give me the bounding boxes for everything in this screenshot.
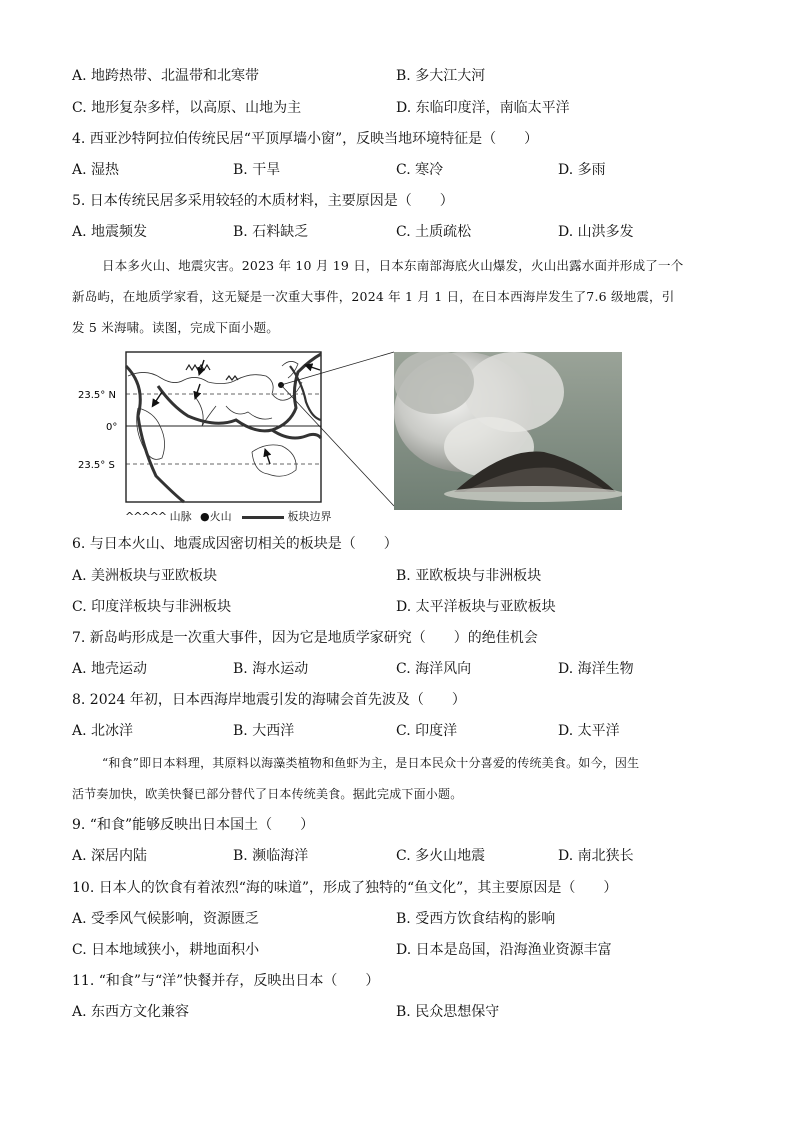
legend-mountain xyxy=(125,508,192,524)
lat-label-north: 23.5° N xyxy=(78,390,116,401)
q6-option-c: C. 印度洋板块与非洲板块 xyxy=(72,599,232,615)
q3-option-b: B. 多大江大河 xyxy=(396,68,486,84)
q11-option-b: B. 民众思想保守 xyxy=(396,1004,500,1020)
q8-option-b: B. 大西洋 xyxy=(233,723,295,739)
q9-option-a: A. 深居内陆 xyxy=(72,848,148,864)
q11-stem: 11. “和食”与“洋”快餐并存，反映出日本（ ） xyxy=(72,973,380,989)
q8-stem: 8. 2024 年初，日本西海岸地震引发的海啸会首先波及（ ） xyxy=(72,692,466,708)
q6-stem: 6. 与日本火山、地震成因密切相关的板块是（ ） xyxy=(72,536,398,552)
passage-washoku xyxy=(72,748,727,810)
q5-option-d: D. 山洪多发 xyxy=(558,224,634,240)
q5-option-b: B. 石料缺乏 xyxy=(233,224,309,240)
q4-stem: 4. 西亚沙特阿拉伯传统民居“平顶厚墙小窗”，反映当地环境特征是（ ） xyxy=(72,131,539,147)
q10-option-b: B. 受西方饮食结构的影响 xyxy=(396,911,556,927)
q4-option-b: B. 干旱 xyxy=(233,162,281,178)
lat-label-equator: 0° xyxy=(106,422,118,433)
volcano-island-photo xyxy=(394,352,622,510)
passage-line: 日本多火山、地震灾害。2023 年 10 月 19 日，日本东南部海底火山爆发，火山出露水面并形成了一个 xyxy=(102,258,684,273)
boundary-line-icon xyxy=(242,516,284,519)
lat-label-south: 23.5° S xyxy=(78,460,115,471)
passage-line: “和食”即日本料理，其原料以海藻类植物和鱼虾为主，是日本民众十分喜爱的传统美食。如今，因生 xyxy=(102,756,640,770)
q7-option-c: C. 海洋风向 xyxy=(396,661,472,677)
q7-option-b: B. 海水运动 xyxy=(233,661,309,677)
q4-option-a: A. 湿热 xyxy=(72,162,120,178)
q4-option-d: D. 多雨 xyxy=(558,162,606,178)
passage-volcano xyxy=(72,250,727,343)
q3-option-c: C. 地形复杂多样，以高原、山地为主 xyxy=(72,100,302,116)
q7-stem: 7. 新岛屿形成是一次重大事件，因为它是地质学家研究（ ）的绝佳机会 xyxy=(72,630,538,646)
q10-option-d: D. 日本是岛国，沿海渔业资源丰富 xyxy=(396,942,612,958)
q10-option-c: C. 日本地域狭小，耕地面积小 xyxy=(72,942,260,958)
passage-line: 活节奏加快，欧美快餐已部分替代了日本传统美食。据此完成下面小题。 xyxy=(72,787,463,801)
q4-option-c: C. 寒冷 xyxy=(396,162,444,178)
q7-option-d: D. 海洋生物 xyxy=(558,661,634,677)
q3-option-a: A. 地跨热带、北温带和北寒带 xyxy=(72,68,260,84)
q3-option-d: D. 东临印度洋，南临太平洋 xyxy=(396,100,570,116)
q8-option-d: D. 太平洋 xyxy=(558,723,620,739)
q10-stem: 10. 日本人的饮食有着浓烈“海的味道”，形成了独特的“鱼文化”，其主要原因是（ ） xyxy=(72,880,618,896)
q5-option-a: A. 地震频发 xyxy=(72,224,148,240)
q10-option-a: A. 受季风气候影响，资源匮乏 xyxy=(72,911,260,927)
q9-option-d: D. 南北狭长 xyxy=(558,848,634,864)
passage-line: 发 5 米海啸。读图，完成下面小题。 xyxy=(72,320,280,335)
q7-option-a: A. 地壳运动 xyxy=(72,661,148,677)
mountain-symbol-icon: ^^^^^ xyxy=(125,510,167,523)
q6-option-a: A. 美洲板块与亚欧板块 xyxy=(72,568,218,584)
q6-option-d: D. 太平洋板块与亚欧板块 xyxy=(396,599,556,615)
q8-option-c: C. 印度洋 xyxy=(396,723,458,739)
q9-option-b: B. 濒临海洋 xyxy=(233,848,309,864)
q6-option-b: B. 亚欧板块与非洲板块 xyxy=(396,568,542,584)
q8-option-a: A. 北冰洋 xyxy=(72,723,134,739)
passage-line: 新岛屿，在地质学家看，这无疑是一次重大事件，2024 年 1 月 1 日，在日本西海岸发生了7.6 级地震，引 xyxy=(72,289,675,304)
legend-boundary xyxy=(242,508,332,524)
q9-stem: 9. “和食”能够反映出日本国土（ ） xyxy=(72,817,315,833)
q11-option-a: A. 东西方文化兼容 xyxy=(72,1004,190,1020)
q5-stem: 5. 日本传统民居多采用较轻的木质材料，主要原因是（ ） xyxy=(72,193,454,209)
q9-option-c: C. 多火山地震 xyxy=(396,848,486,864)
legend-boundary-label: 板块边界 xyxy=(287,510,332,523)
legend-mountain-label: 山脉 xyxy=(169,510,192,523)
legend-volcano-label: ●火山 xyxy=(200,510,232,523)
q5-option-c: C. 土质疏松 xyxy=(396,224,472,240)
